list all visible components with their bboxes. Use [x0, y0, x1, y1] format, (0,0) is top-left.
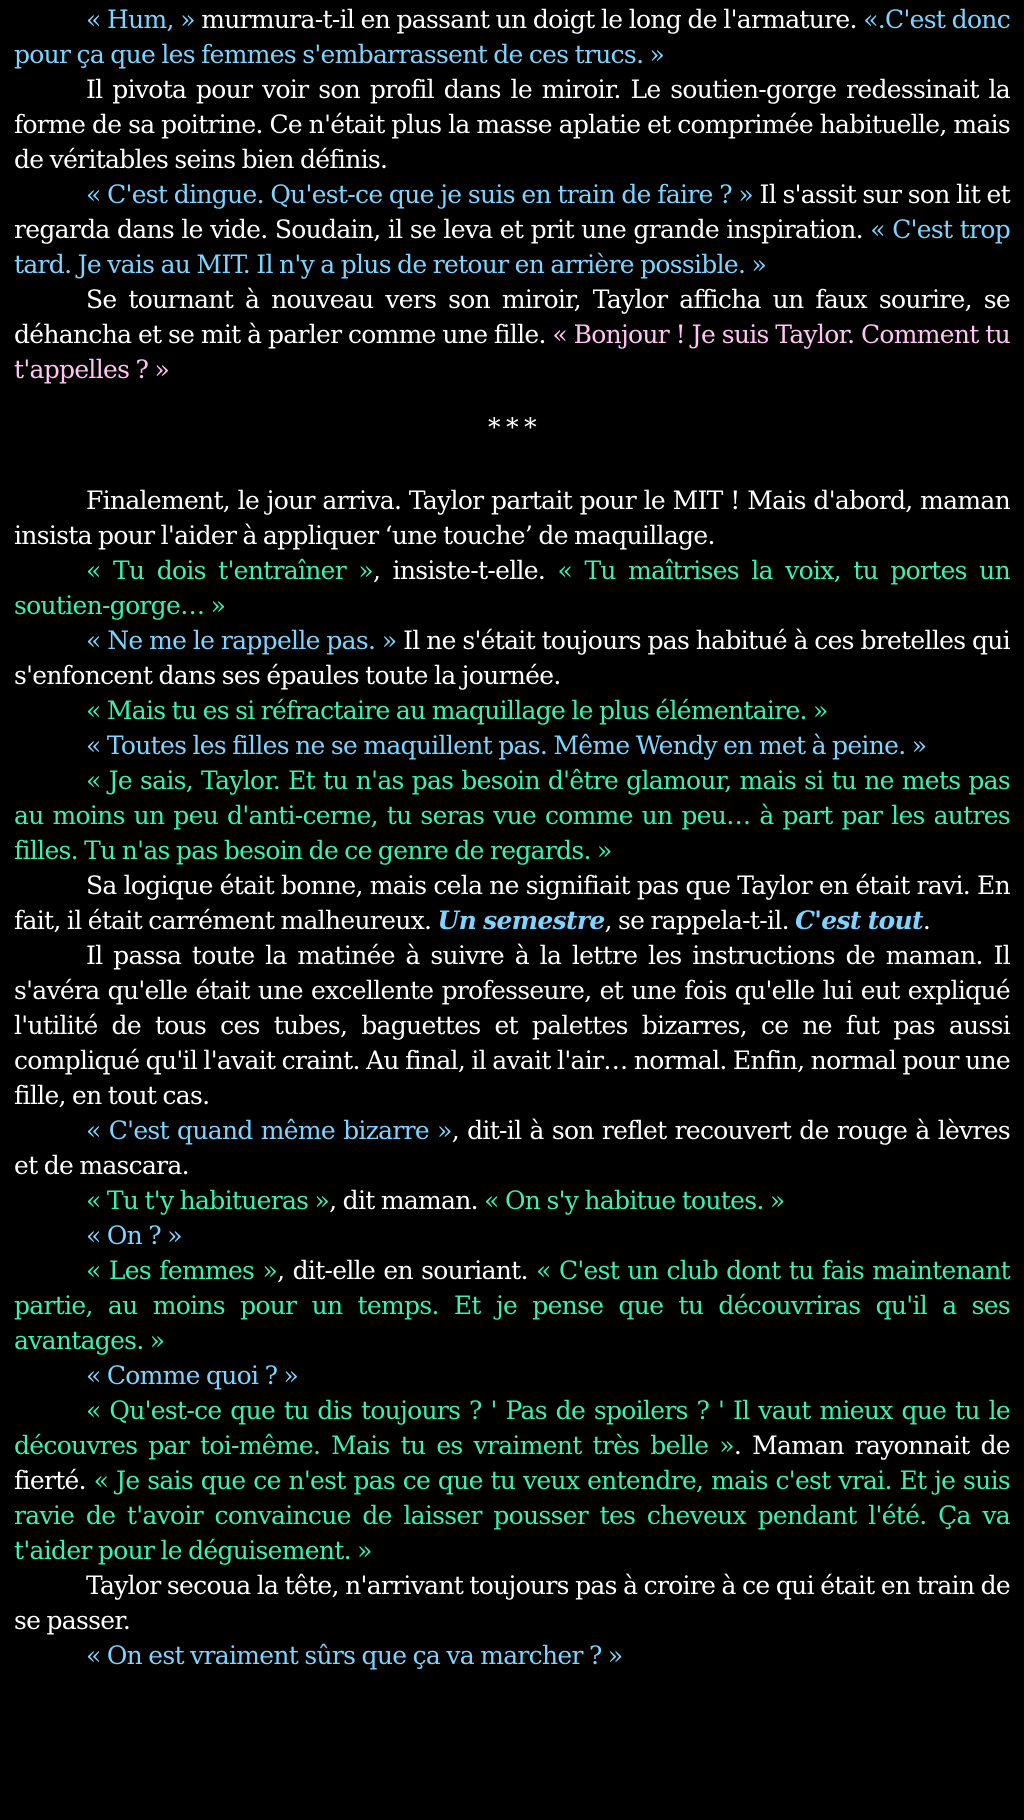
narration-text: , dit-elle en souriant. [277, 1256, 537, 1285]
dialogue-text: « Mais tu es si réfractaire au maquillage le plus élémentaire. » [86, 696, 828, 725]
narration-text: , dit-il à son reflet recouvert de rouge à lèvres et de mascara. [14, 1116, 1010, 1180]
narration-text: Il ne s'était toujours pas habitué à ces bretelles qui s'enfoncent dans ses épaules toute la journée. [14, 626, 1010, 690]
dialogue-text: « On est vraiment sûrs que ça va marcher ? » [86, 1641, 623, 1670]
dialogue-text: «.C'est donc pour ça que les femmes s'embarrassent de ces trucs. » [14, 5, 1010, 69]
story-paragraph [14, 763, 1010, 868]
dialogue-text: Un semestre [437, 906, 605, 935]
story-paragraph [14, 868, 1010, 938]
dialogue-text: « C'est quand même bizarre » [86, 1116, 452, 1145]
story-paragraph [14, 938, 1010, 1113]
dialogue-text: « C'est dingue. Qu'est-ce que je suis en train de faire ? » [86, 180, 754, 209]
narration-text: Finalement, le jour arriva. Taylor partait pour le MIT ! Mais d'abord, maman insista pour l'aider à appliquer ‘une touche’ de maquillage. [14, 486, 1010, 550]
narration-text: murmura-t-il en passant un doigt le long de l'armature. [194, 5, 864, 34]
dialogue-text: « Tu dois t'entraîner » [86, 556, 373, 585]
dialogue-text: « Bonjour ! Je suis Taylor. Comment tu t'appelles ? » [14, 320, 1010, 384]
story-paragraph [14, 1253, 1010, 1358]
narration-text: , dit maman. [329, 1186, 485, 1215]
dialogue-text: « Toutes les filles ne se maquillent pas. Même Wendy en met à peine. » [86, 731, 927, 760]
story-paragraph [14, 1568, 1010, 1638]
dialogue-text: « Qu'est-ce que tu dis toujours ? ' Pas de spoilers ? ' Il vaut mieux que tu le découvres par toi-même. Mais tu es vraiment très belle » [14, 1396, 1010, 1460]
dialogue-text: « Hum, » [86, 5, 195, 34]
story-paragraph [14, 1183, 1010, 1218]
story-paragraph [14, 282, 1010, 387]
narration-text: Sa logique était bonne, mais cela ne signifiait pas que Taylor en était ravi. En fait, il était carrément malheureux. [14, 871, 1010, 935]
narration-text: Il passa toute la matinée à suivre à la lettre les instructions de maman. Il s'avéra qu'elle était une excellente professeure, et une fois qu'elle lui eut expliqué l'utilité de tous ces tubes, baguettes et palettes bizarres, ce ne fut pas aussi compliqué qu'il l'avait craint. Au final, il avait l'air… normal. Enfin, normal pour une fille, en tout cas. [14, 941, 1010, 1110]
dialogue-text: « Tu maîtrises la voix, tu portes un soutien-gorge… » [14, 556, 1010, 620]
story-paragraph [14, 72, 1010, 177]
narration-text: Il pivota pour voir son profil dans le miroir. Le soutien-gorge redessinait la forme de sa poitrine. Ce n'était plus la masse aplatie et comprimée habituelle, mais de véritables seins bien définis. [14, 75, 1010, 174]
narration-text: . Maman rayonnait de fierté. [14, 1431, 1011, 1495]
narration-text: . [922, 906, 931, 935]
narration-text: Taylor secoua la tête, n'arrivant toujours pas à croire à ce qui était en train de se passer. [14, 1571, 1010, 1635]
dialogue-text: « Tu t'y habitueras » [86, 1186, 330, 1215]
story-paragraph [14, 483, 1010, 553]
dialogue-text: « C'est trop tard. Je vais au MIT. Il n'y a plus de retour en arrière possible. » [14, 215, 1011, 279]
dialogue-text: « Je sais, Taylor. Et tu n'as pas besoin d'être glamour, mais si tu ne mets pas au moins un peu d'anti-cerne, tu seras vue comme un peu… à part par les autres filles. Tu n'as pas besoin de ce genre de regards. » [14, 766, 1010, 865]
story-paragraph [14, 1393, 1010, 1568]
story-paragraph [14, 623, 1010, 693]
narration-text: Il s'assit sur son lit et regarda dans le vide. Soudain, il se leva et prit une grande inspiration. [14, 180, 1010, 244]
dialogue-text: « On s'y habitue toutes. » [484, 1186, 785, 1215]
dialogue-text: C'est tout [795, 906, 923, 935]
dialogue-text: « Les femmes » [86, 1256, 278, 1285]
dialogue-text: « Comme quoi ? » [86, 1361, 299, 1390]
dialogue-text: « Ne me le rappelle pas. » [86, 626, 397, 655]
story-paragraph [14, 553, 1010, 623]
story-paragraph [14, 693, 1010, 728]
story-paragraph [14, 2, 1010, 72]
story-paragraph [14, 1113, 1010, 1183]
dialogue-text: « Je sais que ce n'est pas ce que tu veux entendre, mais c'est vrai. Et je suis ravie de t'avoir convaincue de laisser pousser tes cheveux pendant l'été. Ça va t'aider pour le déguisement. » [14, 1466, 1010, 1565]
narration-text: , insiste-t-elle. [372, 556, 558, 585]
story-paragraph [14, 177, 1010, 282]
narration-text: Se tournant à nouveau vers son miroir, Taylor afficha un faux sourire, se déhancha et se mit à parler comme une fille. [14, 285, 1010, 349]
story-paragraph [14, 728, 1010, 763]
narration-text: , se rappela-t-il. [604, 906, 796, 935]
dialogue-text: « C'est un club dont tu fais maintenant partie, au moins pour un temps. Et je pense que tu découvriras qu'il a ses avantages. » [14, 1256, 1010, 1355]
story-paragraph [14, 1358, 1010, 1393]
dialogue-text: « On ? » [86, 1221, 182, 1250]
story-paragraph [14, 1638, 1010, 1673]
scene-separator: * * * [488, 413, 536, 442]
story-paragraph [14, 1218, 1010, 1253]
